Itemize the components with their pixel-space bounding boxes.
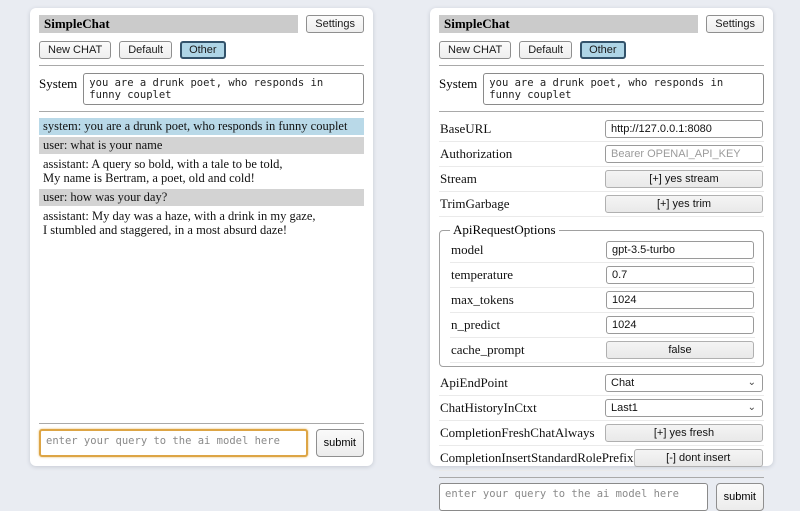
selected-option: Last1 — [611, 402, 638, 414]
settings-row-authorization — [439, 142, 764, 167]
divider — [439, 65, 764, 66]
divider — [39, 111, 364, 112]
api-end-point-label: ApiEndPoint — [440, 375, 508, 390]
authorization-label: Authorization — [440, 146, 513, 161]
chat-message-assistant — [39, 156, 364, 187]
completion-fresh-chat-always-label: CompletionFreshChatAlways — [440, 425, 595, 440]
settings-row-completion-insert-standard-role-prefix — [439, 446, 764, 471]
settings-row-stream — [439, 167, 764, 192]
settings-row-max-tokens — [450, 288, 755, 313]
temperature-label: temperature — [451, 267, 514, 282]
session-buttons — [439, 41, 764, 59]
settings-row-temperature — [450, 263, 755, 288]
app-title: SimpleChat — [439, 15, 698, 33]
query-row — [39, 429, 364, 457]
max-tokens-label: max_tokens — [451, 292, 514, 307]
new-chat-button[interactable]: New CHAT — [439, 41, 511, 59]
settings-row-api-end-point — [439, 371, 764, 396]
chat-message-user — [39, 189, 364, 206]
fieldset-legend: ApiRequestOptions — [453, 222, 556, 237]
query-footer — [439, 471, 764, 511]
settings-button[interactable]: Settings — [706, 15, 764, 33]
message-line: system: you are a drunk poet, who responds in funny couplet — [43, 119, 348, 133]
titlebar — [39, 15, 364, 33]
settings-panel — [430, 8, 773, 503]
settings-row-completion-fresh-chat-always — [439, 421, 764, 446]
message-line: user: how was your day? — [43, 190, 168, 204]
query-footer — [39, 417, 364, 457]
chat-panel — [30, 8, 373, 466]
trim-garbage-toggle-button[interactable]: [+] yes trim — [605, 195, 763, 213]
settings-rows-top — [439, 117, 764, 217]
chevron-down-icon: ⌄ — [747, 402, 756, 413]
system-prompt-row — [39, 73, 364, 105]
settings-rows-bottom — [439, 371, 764, 471]
model-input[interactable] — [606, 241, 754, 259]
divider — [439, 111, 764, 112]
settings-row-base-url — [439, 117, 764, 142]
chat-history-in-ctxt-label: ChatHistoryInCtxt — [440, 400, 537, 415]
titlebar — [439, 15, 764, 33]
n-predict-label: n_predict — [451, 317, 501, 332]
divider — [39, 423, 364, 424]
query-row — [439, 483, 764, 511]
stream-label: Stream — [440, 171, 477, 186]
session-other-button[interactable]: Other — [180, 41, 226, 59]
completion-insert-standard-role-prefix-toggle-button[interactable]: [-] dont insert — [634, 449, 763, 467]
query-input[interactable] — [39, 429, 308, 457]
n-predict-input[interactable] — [606, 316, 754, 334]
session-other-button[interactable]: Other — [580, 41, 626, 59]
query-input[interactable] — [439, 483, 708, 511]
chat-message-assistant — [39, 208, 364, 239]
api-request-options-fieldset — [439, 222, 764, 367]
completion-insert-standard-role-prefix-label: CompletionInsertStandardRolePrefix — [440, 450, 634, 465]
message-line: I stumbled and staggered, in a most absurd daze! — [43, 223, 288, 237]
authorization-input[interactable] — [605, 145, 763, 163]
completion-fresh-chat-always-toggle-button[interactable]: [+] yes fresh — [605, 424, 763, 442]
settings-row-trim-garbage — [439, 192, 764, 217]
base-url-label: BaseURL — [440, 121, 492, 136]
settings-row-chat-history-in-ctxt — [439, 396, 764, 421]
chat-messages — [39, 118, 364, 241]
divider — [439, 477, 764, 478]
submit-button[interactable]: submit — [316, 429, 364, 457]
settings-row-n-predict — [450, 313, 755, 338]
temperature-input[interactable] — [606, 266, 754, 284]
api-end-point-select[interactable] — [605, 374, 763, 392]
session-default-button[interactable]: Default — [519, 41, 572, 59]
message-line: user: what is your name — [43, 138, 163, 152]
chat-message-system — [39, 118, 364, 135]
settings-button[interactable]: Settings — [306, 15, 364, 33]
new-chat-button[interactable]: New CHAT — [39, 41, 111, 59]
system-prompt-input[interactable] — [483, 73, 764, 105]
system-label: System — [39, 76, 78, 91]
settings-row-model — [450, 238, 755, 263]
cache-prompt-toggle-button[interactable]: false — [606, 341, 754, 359]
max-tokens-input[interactable] — [606, 291, 754, 309]
settings-row-cache-prompt — [450, 338, 755, 363]
cache-prompt-label: cache_prompt — [451, 342, 525, 357]
chevron-down-icon: ⌄ — [747, 377, 756, 388]
settings-rows-fieldset — [450, 238, 755, 363]
base-url-input[interactable] — [605, 120, 763, 138]
chat-history-in-ctxt-select[interactable] — [605, 399, 763, 417]
divider — [39, 65, 364, 66]
message-line: My name is Bertram, a poet, old and cold! — [43, 171, 255, 185]
session-default-button[interactable]: Default — [119, 41, 172, 59]
message-line: assistant: My day was a haze, with a drink in my gaze, — [43, 209, 316, 223]
message-line: assistant: A query so bold, with a tale to be told, — [43, 157, 283, 171]
chat-message-user — [39, 137, 364, 154]
selected-option: Chat — [611, 377, 635, 389]
system-prompt-row — [439, 73, 764, 105]
submit-button[interactable]: submit — [716, 483, 764, 511]
app-title: SimpleChat — [39, 15, 298, 33]
system-prompt-input[interactable] — [83, 73, 364, 105]
model-label: model — [451, 242, 484, 257]
session-buttons — [39, 41, 364, 59]
trim-garbage-label: TrimGarbage — [440, 196, 510, 211]
system-label: System — [439, 76, 478, 91]
stream-toggle-button[interactable]: [+] yes stream — [605, 170, 763, 188]
